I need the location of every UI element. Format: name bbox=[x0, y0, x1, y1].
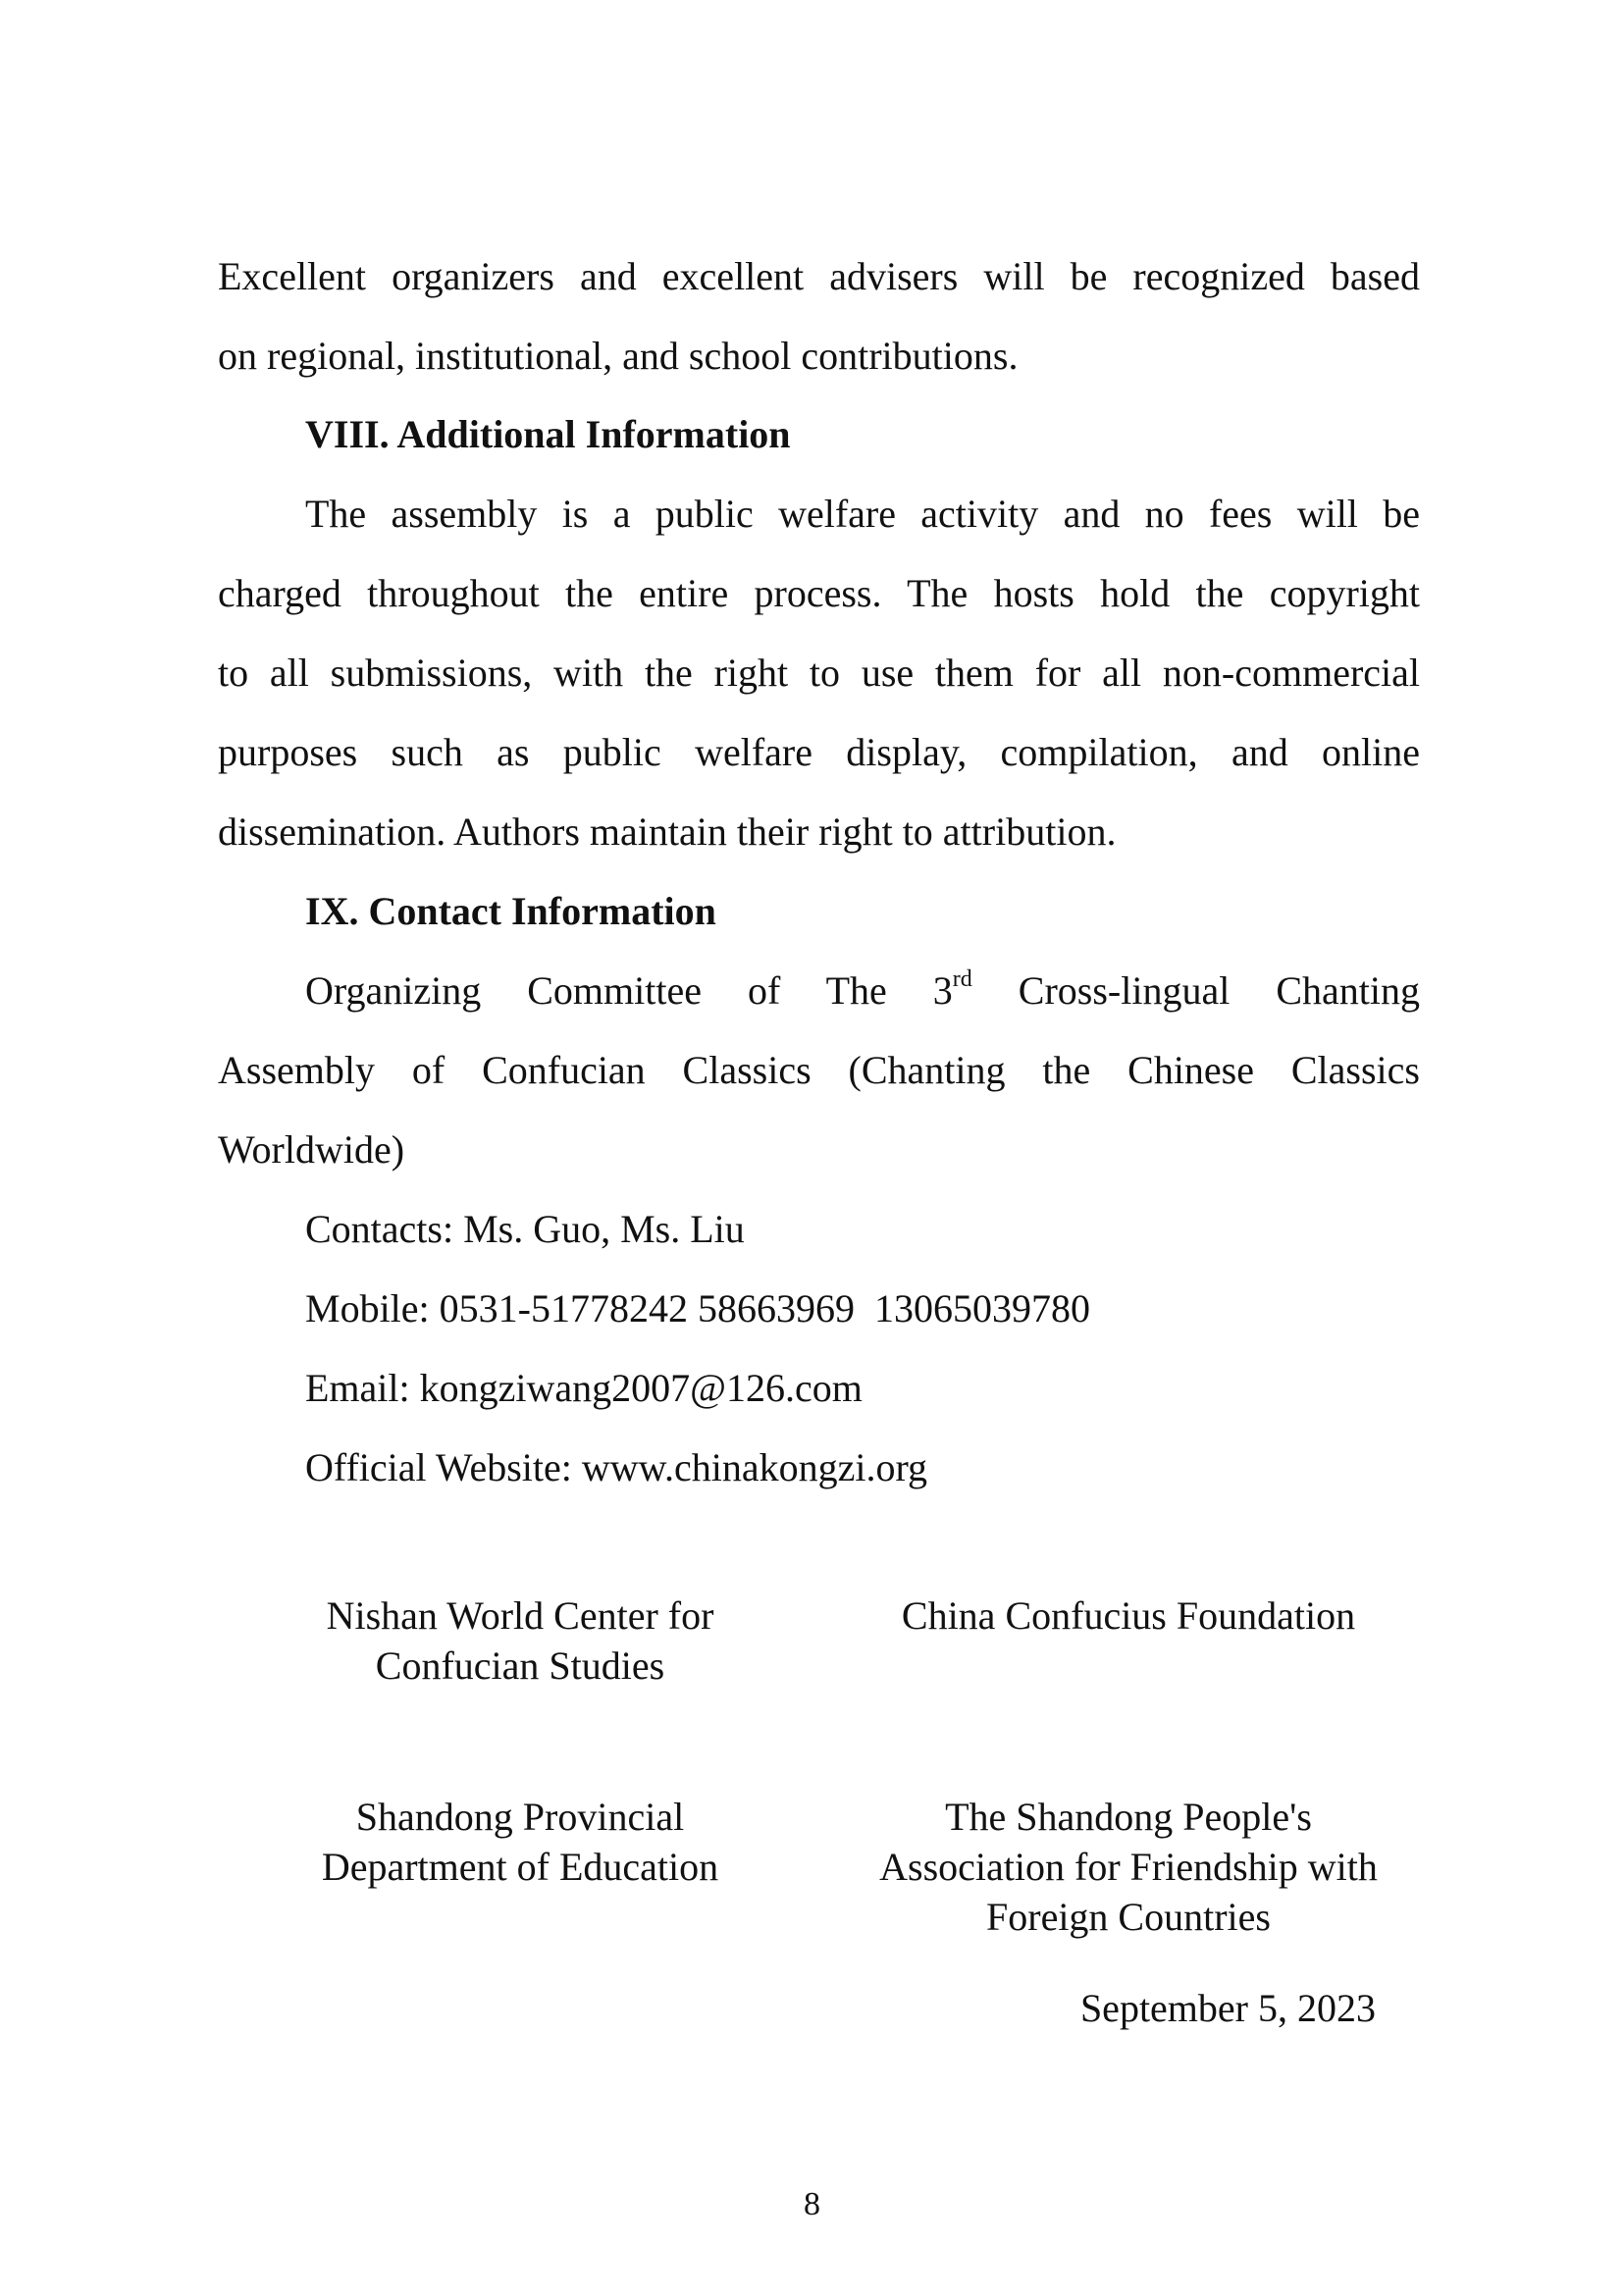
signatory-line: Confucian Studies bbox=[375, 1643, 665, 1688]
mobile-line: Mobile: 0531-51778242 58663969 13065039780 bbox=[305, 1286, 1090, 1330]
signatory-line: The Shandong People's bbox=[945, 1795, 1312, 1839]
signatory-line: China Confucius Foundation bbox=[901, 1593, 1356, 1638]
paragraph-line: dissemination. Authors maintain their right to attribution. bbox=[218, 809, 1117, 854]
signatory-friendship-association bbox=[805, 1792, 1452, 1942]
section-heading-additional-information: VIII. Additional Information bbox=[305, 412, 791, 456]
body-line: on regional, institutional, and school contributions. bbox=[218, 334, 1019, 378]
email-line: Email: kongziwang2007@126.com bbox=[305, 1366, 863, 1410]
ordinal-suffix: rd bbox=[952, 966, 972, 992]
page-number: 8 bbox=[804, 2186, 820, 2222]
section-heading-contact-information: IX. Contact Information bbox=[305, 889, 716, 933]
signatory-line: Shandong Provincial bbox=[355, 1795, 685, 1839]
signatory-line: Department of Education bbox=[321, 1845, 719, 1889]
committee-line: Worldwide) bbox=[218, 1127, 405, 1172]
body-line: Excellent organizers and excellent advisers will be recognized based bbox=[218, 254, 1420, 298]
signatory-line: Association for Friendship with bbox=[879, 1845, 1378, 1889]
signatory-line: Foreign Countries bbox=[986, 1895, 1271, 1939]
signatory-nishan bbox=[275, 1591, 765, 1691]
committee-text: Cross-lingual Chanting bbox=[971, 968, 1420, 1013]
website-line: Official Website: www.chinakongzi.org bbox=[305, 1445, 928, 1489]
paragraph-line: purposes such as public welfare display, compilation, and online bbox=[218, 730, 1420, 774]
committee-line: Assembly of Confucian Classics (Chanting the Chinese Classics bbox=[218, 1048, 1420, 1092]
paragraph-line: to all submissions, with the right to use them for all non-commercial bbox=[218, 651, 1420, 695]
contacts-line: Contacts: Ms. Guo, Ms. Liu bbox=[305, 1207, 745, 1251]
committee-text: Organizing Committee of The 3 bbox=[305, 968, 953, 1013]
document-date: September 5, 2023 bbox=[1079, 1986, 1376, 2030]
signatory-ccf bbox=[805, 1591, 1452, 1641]
signatory-education-department bbox=[275, 1792, 765, 1892]
paragraph-line: The assembly is a public welfare activity and no fees will be bbox=[305, 492, 1420, 536]
signatory-line: Nishan World Center for bbox=[326, 1593, 714, 1638]
paragraph-line: charged throughout the entire process. The hosts hold the copyright bbox=[218, 571, 1420, 615]
committee-line bbox=[305, 966, 1420, 1013]
